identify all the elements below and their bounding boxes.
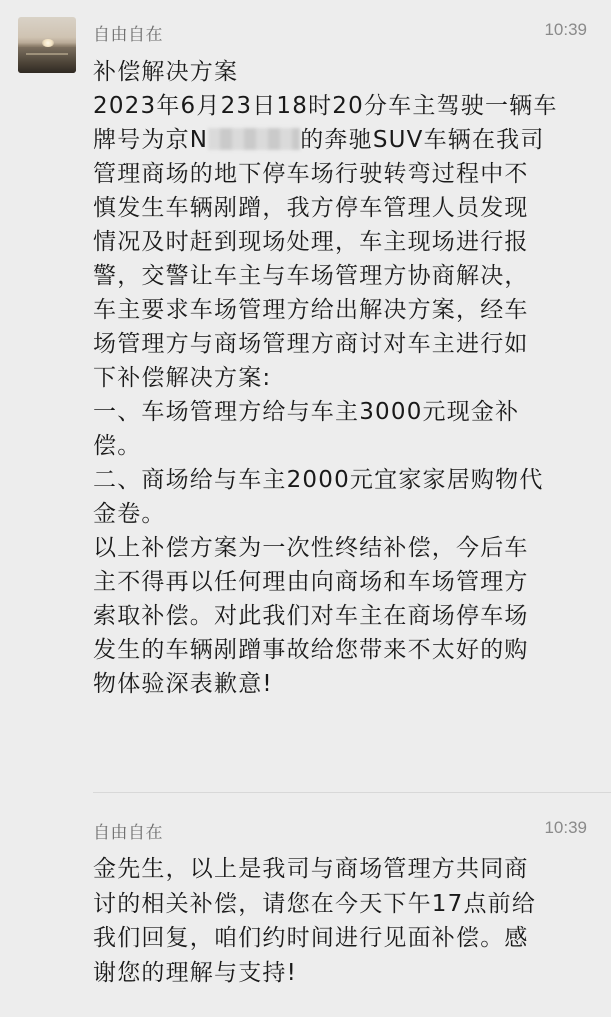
- sender-name[interactable]: 自由自在: [93, 25, 163, 45]
- message-line: 谢您的理解与支持!: [93, 960, 298, 987]
- message-line: 索取补偿。对此我们对车主在商场停车场: [93, 603, 529, 629]
- avatar-sea-image: [18, 47, 76, 73]
- message-line: 管理商场的地下停车场行驶转弯过程中不: [93, 161, 529, 187]
- message-body[interactable]: [93, 55, 590, 701]
- redacted-plate: [208, 128, 300, 150]
- message-line: 以上补偿方案为一次性终结补偿，今后车: [93, 535, 529, 561]
- message-time: 10:39: [544, 818, 587, 837]
- message-line: 车主要求车场管理方给出解决方案，经车: [93, 297, 529, 323]
- message-line: 情况及时赶到现场处理，车主现场进行报: [93, 229, 529, 255]
- message-text: 的奔驰SUV车辆在我司: [300, 127, 545, 153]
- message-line: 场管理方与商场管理方商讨对车主进行如: [93, 331, 529, 357]
- message-line: 物体验深表歉意!: [93, 671, 273, 697]
- message-divider: [93, 792, 611, 793]
- message-time: 10:39: [544, 20, 587, 39]
- avatar[interactable]: [18, 17, 76, 73]
- message-line: 主不得再以任何理由向商场和车场管理方: [93, 569, 529, 595]
- message-line: 偿。: [93, 433, 142, 459]
- message-line: 金先生，以上是我司与商场管理方共同商: [93, 856, 529, 882]
- message-line: 我们回复，咱们约时间进行见面补偿。感: [93, 925, 529, 952]
- avatar-glint-image: [26, 53, 68, 55]
- message-line: 警，交警让车主与车场管理方协商解决，: [93, 263, 529, 289]
- message-body[interactable]: [93, 852, 590, 991]
- message-line: 讨的相关补偿，请您在今天下午17点前给: [93, 890, 537, 917]
- message-line: 二、商场给与车主2000元宜家家居购物代: [93, 467, 544, 493]
- message-line: 慎发生车辆剐蹭，我方停车管理人员发现: [93, 195, 529, 221]
- message-line: 金卷。: [93, 501, 166, 527]
- message-line: 补偿解决方案: [93, 59, 239, 85]
- message-text: 牌号为京N: [93, 127, 209, 153]
- message-line: 2023年6月23日18时20分车主驾驶一辆车: [93, 93, 558, 119]
- message-line: 发生的车辆剐蹭事故给您带来不太好的购: [93, 637, 529, 663]
- avatar-sun-image: [42, 39, 54, 47]
- message-line: 下补偿解决方案:: [93, 365, 272, 391]
- sender-name[interactable]: 自由自在: [93, 823, 163, 843]
- message-line: 一、车场管理方给与车主3000元现金补: [93, 399, 520, 425]
- message-line: [93, 123, 590, 157]
